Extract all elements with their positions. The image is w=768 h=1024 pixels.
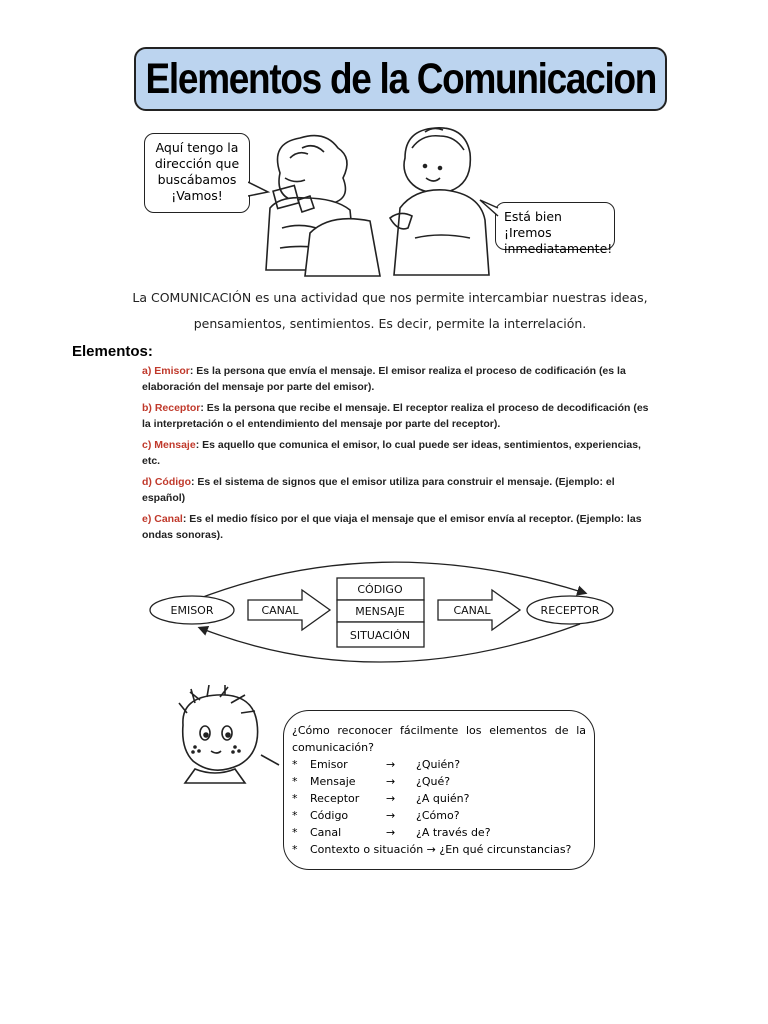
elementos-heading: Elementos: <box>72 343 153 360</box>
page-title: Elementos de la Comunicacion <box>145 54 656 103</box>
definition-item <box>142 474 658 506</box>
question-row <box>292 773 586 790</box>
communication-diagram <box>140 548 620 673</box>
question-intro: ¿Cómo reconocer fácilmente los elementos de la comunicación? <box>292 724 586 754</box>
arrow-icon: → <box>386 775 396 788</box>
bubble-line: Está bien ¡Iremos <box>504 209 562 240</box>
question-row <box>292 756 586 773</box>
bullet-star: * <box>292 809 298 822</box>
canal-right-label: CANAL <box>453 604 491 617</box>
question-text: ¿A quién? <box>416 792 470 805</box>
bubble-line: ¡Vamos! <box>171 188 223 203</box>
title-banner <box>134 47 667 111</box>
question-text: Contexto o situación → ¿En qué circunstancias? <box>310 843 572 856</box>
arrow-icon: → <box>386 809 396 822</box>
intro-line1-rest: es una actividad que nos permite intercambiar nuestras ideas, <box>251 290 648 305</box>
right-speech-bubble <box>495 202 615 256</box>
definition-item <box>142 437 658 469</box>
intro-line-2: pensamientos, sentimientos. Es decir, permite la interrelación. <box>193 316 587 331</box>
question-term: Código <box>310 809 349 822</box>
definition-item <box>142 511 658 543</box>
definition-label: c) Mensaje <box>142 439 196 451</box>
bubble-line: buscábamos <box>157 172 237 187</box>
definition-label: a) Emisor <box>142 365 190 377</box>
definition-text: : Es la persona que envía el mensaje. El emisor realiza el proceso de codificación (es la elaboración del mensaje por parte del emisor). <box>142 365 626 393</box>
question-text: ¿A través de? <box>416 826 491 839</box>
definition-item <box>142 400 658 432</box>
question-row <box>292 841 586 858</box>
bubble-line: dirección que <box>154 156 240 171</box>
bullet-star: * <box>292 843 298 856</box>
question-box <box>283 710 595 870</box>
definition-label: e) Canal <box>142 513 183 525</box>
question-text: ¿Qué? <box>416 775 451 788</box>
question-row <box>292 824 586 841</box>
bullet-star: * <box>292 792 298 805</box>
question-row <box>292 790 586 807</box>
arrow-icon: → <box>386 792 396 805</box>
left-speech-bubble <box>144 133 250 213</box>
question-term: Canal <box>310 826 342 839</box>
question-text: ¿Cómo? <box>416 809 460 822</box>
question-text: ¿Quién? <box>416 758 461 771</box>
canal-left-label: CANAL <box>261 604 299 617</box>
bullet-star: * <box>292 758 298 771</box>
question-row <box>292 807 586 824</box>
question-term: Emisor <box>310 758 348 771</box>
definition-text: : Es la persona que recibe el mensaje. El receptor realiza el proceso de decodificación (es la interpretación o el entendimiento del mensaje por parte del receptor). <box>142 402 649 430</box>
question-term: Mensaje <box>310 775 356 788</box>
intro-line-1 <box>60 285 720 311</box>
definition-text: : Es aquello que comunica el emisor, lo cual puede ser ideas, sentimientos, experiencias, etc. <box>142 439 641 467</box>
mensaje-label: MENSAJE <box>355 605 405 618</box>
intro-prefix: La <box>132 290 151 305</box>
definition-item <box>142 363 658 395</box>
arrow-icon: → <box>386 758 396 771</box>
situacion-label: SITUACIÓN <box>349 629 411 642</box>
bubble-tail-right <box>478 198 500 218</box>
definition-text: : Es el sistema de signos que el emisor utiliza para construir el mensaje. (Ejemplo: el español) <box>142 476 615 504</box>
codigo-label: CÓDIGO <box>357 583 403 596</box>
bullet-star: * <box>292 775 298 788</box>
emisor-label: EMISOR <box>170 604 214 617</box>
definition-label: d) Código <box>142 476 191 488</box>
bubble-tail-left <box>248 180 272 200</box>
bullet-star: * <box>292 826 298 839</box>
arrow-icon: → <box>386 826 396 839</box>
definition-text: : Es el medio físico por el que viaja el mensaje que el emisor envía al receptor. (Ejemplo: las ondas sonoras). <box>142 513 642 541</box>
intro-paragraph <box>60 285 720 337</box>
definition-label: b) Receptor <box>142 402 201 414</box>
question-term: Receptor <box>310 792 360 805</box>
receptor-label: RECEPTOR <box>540 604 600 617</box>
child-illustration <box>165 685 280 790</box>
definitions-list <box>142 363 658 548</box>
bubble-line: inmediatamente! <box>504 241 613 256</box>
intro-keyword: COMUNICACIÓN <box>150 290 252 305</box>
bubble-line: Aquí tengo la <box>155 140 239 155</box>
